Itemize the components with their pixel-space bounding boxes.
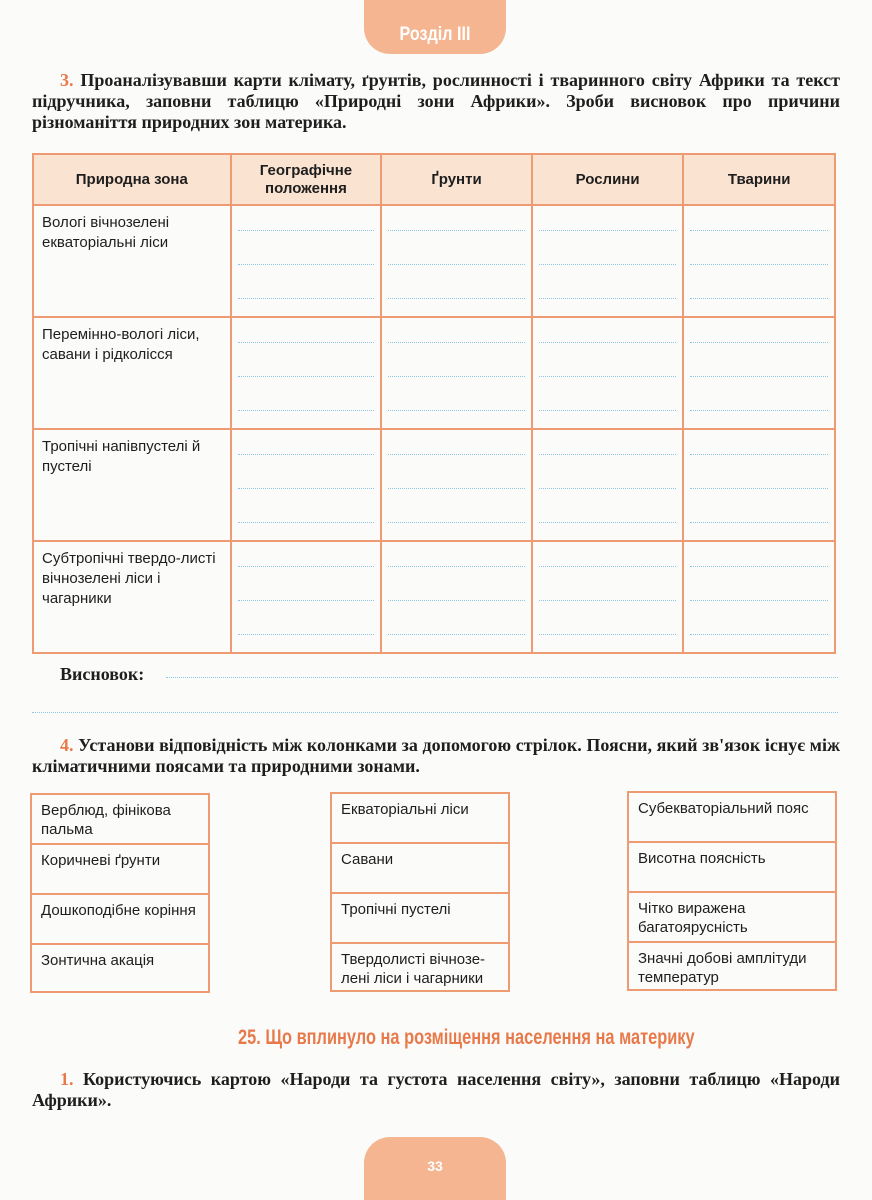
answer-cell[interactable] bbox=[683, 317, 835, 429]
answer-cell[interactable] bbox=[231, 205, 382, 317]
answer-cell[interactable] bbox=[683, 429, 835, 541]
task-3 bbox=[32, 70, 840, 133]
header-plants: Рослини bbox=[532, 154, 684, 205]
answer-cell[interactable] bbox=[381, 317, 532, 429]
answer-cell[interactable] bbox=[532, 205, 684, 317]
header-position: Географічне положення bbox=[231, 154, 382, 205]
answer-cell[interactable] bbox=[683, 541, 835, 653]
table-header-row bbox=[33, 154, 835, 205]
match-item[interactable]: Тропічні пустелі bbox=[332, 894, 508, 944]
answer-cell[interactable] bbox=[381, 205, 532, 317]
answer-cell[interactable] bbox=[532, 429, 684, 541]
match-item[interactable]: Коричневі ґрунти bbox=[32, 845, 208, 895]
task-4-number: 4. bbox=[60, 735, 74, 755]
answer-cell[interactable] bbox=[231, 541, 382, 653]
header-zone: Природна зона bbox=[33, 154, 231, 205]
natural-zones-table bbox=[32, 153, 836, 654]
table-row bbox=[33, 205, 835, 317]
table-row bbox=[33, 317, 835, 429]
task-4-text: Установи відповідність між колонками за допомогою стрілок. Поясни, який зв'язок існує між кліматичними поясами та природними зонами. bbox=[32, 735, 840, 776]
matching-column-features bbox=[30, 793, 210, 993]
zone-name-cell: Перемінно-вологі ліси, савани і рідколісся bbox=[33, 317, 231, 429]
section-tab bbox=[364, 0, 506, 54]
conclusion-line[interactable] bbox=[166, 677, 838, 678]
matching-column-climate bbox=[627, 791, 837, 991]
section-label: Розділ III bbox=[399, 24, 471, 45]
match-item[interactable]: Савани bbox=[332, 844, 508, 894]
header-soils: Ґрунти bbox=[381, 154, 532, 205]
match-item[interactable]: Екваторіальні ліси bbox=[332, 794, 508, 844]
task-3-text: Проаналізувавши карти клімату, ґрунтів, рослинності і тваринного світу Африки та текст підручника, заповни таблицю «Природні зони Африки». Зроби висновок про причини різноманіття природних зон материка. bbox=[32, 70, 840, 132]
conclusion-label: Висновок: bbox=[60, 664, 145, 684]
table-row bbox=[33, 541, 835, 653]
task-1 bbox=[32, 1069, 840, 1111]
answer-cell[interactable] bbox=[532, 317, 684, 429]
topic-title: 25. Що вплинуло на розміщення населення на материку bbox=[238, 1026, 695, 1049]
match-item[interactable]: Дошкоподібне коріння bbox=[32, 895, 208, 945]
answer-cell[interactable] bbox=[231, 429, 382, 541]
task-3-number: 3. bbox=[60, 70, 74, 90]
zone-name-cell: Тропічні напівпустелі й пустелі bbox=[33, 429, 231, 541]
table-row bbox=[33, 429, 835, 541]
answer-cell[interactable] bbox=[231, 317, 382, 429]
task-1-number: 1. bbox=[60, 1069, 74, 1089]
match-item[interactable]: Чітко виражена багатоярусність bbox=[629, 893, 835, 943]
task-1-text: Користуючись картою «Народи та густота населення світу», заповни таблицю «Народи Африки». bbox=[32, 1069, 840, 1110]
match-item[interactable]: Значні добові амплітуди температур bbox=[638, 950, 807, 986]
match-item[interactable]: Висотна поясність bbox=[629, 843, 835, 893]
page-number-tab bbox=[364, 1137, 506, 1200]
answer-cell[interactable] bbox=[381, 429, 532, 541]
match-item[interactable]: Верблюд, фінікова пальма bbox=[32, 795, 208, 845]
match-item[interactable]: Твердолисті вічнозе-лені ліси і чагарники bbox=[341, 951, 486, 987]
page-number: 33 bbox=[427, 1158, 443, 1174]
match-item[interactable]: Зонтична акація bbox=[41, 952, 155, 969]
answer-cell[interactable] bbox=[381, 541, 532, 653]
answer-cell[interactable] bbox=[683, 205, 835, 317]
zone-name-cell: Вологі вічнозелені екваторіальні ліси bbox=[33, 205, 231, 317]
conclusion-line[interactable] bbox=[32, 712, 838, 713]
match-item[interactable]: Субекваторіальний пояс bbox=[629, 793, 835, 843]
matching-column-zones bbox=[330, 792, 510, 992]
zone-name-cell: Субтропічні твердо-листі вічнозелені ліси і чагарники bbox=[33, 541, 231, 653]
answer-cell[interactable] bbox=[532, 541, 684, 653]
task-4 bbox=[32, 735, 840, 777]
header-animals: Тварини bbox=[683, 154, 835, 205]
